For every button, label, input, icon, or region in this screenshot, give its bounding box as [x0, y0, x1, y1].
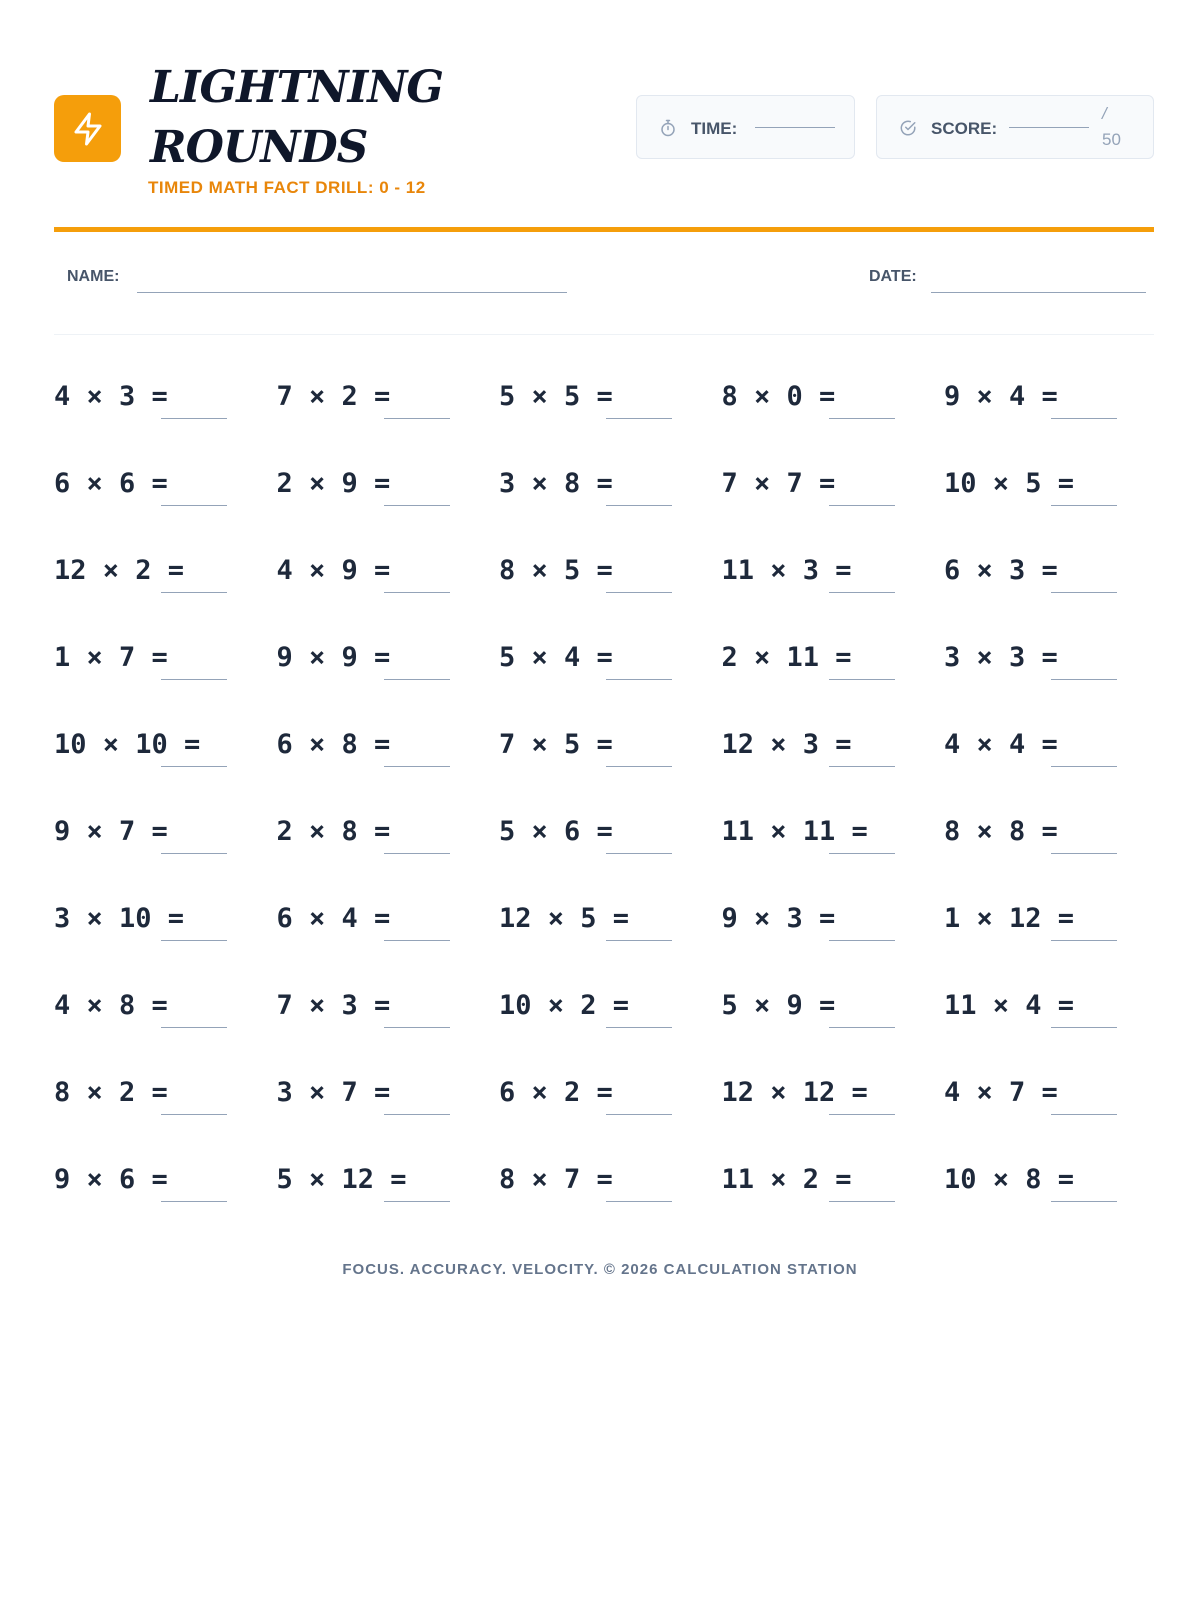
answer-line[interactable] — [384, 940, 450, 941]
problem-equation: 4 × 3 = — [54, 381, 168, 412]
answer-line[interactable] — [829, 505, 895, 506]
problem-item — [722, 803, 945, 890]
problem-equation: 3 × 8 = — [499, 468, 613, 499]
problem-equation: 11 × 4 = — [944, 990, 1075, 1021]
problem-equation: 6 × 3 = — [944, 555, 1058, 586]
time-box — [636, 95, 855, 159]
page-footer: FOCUS. ACCURACY. VELOCITY. © 2026 CALCULATION STATION — [342, 1261, 858, 1278]
problem-item — [944, 803, 1167, 890]
problem-equation: 7 × 7 = — [721, 468, 836, 499]
problem-item — [499, 542, 722, 629]
problem-equation: 1 × 12 = — [944, 903, 1075, 934]
problem-item — [277, 803, 500, 890]
problem-item — [944, 368, 1167, 455]
problem-equation: 12 × 3 = — [721, 729, 852, 760]
problem-equation: 6 × 6 = — [54, 468, 168, 499]
problem-item — [722, 629, 945, 716]
answer-line[interactable] — [1051, 505, 1117, 506]
answer-line[interactable] — [829, 1114, 895, 1115]
answer-line[interactable] — [1051, 592, 1117, 593]
problem-item — [944, 1151, 1167, 1238]
logo-badge — [54, 95, 121, 162]
answer-line[interactable] — [384, 592, 450, 593]
problem-item — [499, 629, 722, 716]
answer-line[interactable] — [606, 1201, 672, 1202]
problem-equation: 6 × 2 = — [499, 1077, 613, 1108]
problem-equation: 9 × 3 = — [721, 903, 836, 934]
answer-line[interactable] — [829, 1027, 895, 1028]
problem-item — [499, 890, 722, 977]
page-subtitle: TIMED MATH FACT DRILL: 0 - 12 — [148, 178, 426, 197]
problem-item — [277, 716, 500, 803]
answer-line[interactable] — [606, 766, 672, 767]
problem-equation: 5 × 5 = — [499, 381, 613, 412]
problem-equation: 11 × 2 = — [721, 1164, 852, 1195]
time-entry-line[interactable] — [755, 127, 835, 128]
answer-line[interactable] — [606, 679, 672, 680]
answer-line[interactable] — [606, 1114, 672, 1115]
answer-line[interactable] — [161, 1201, 227, 1202]
problem-item — [499, 716, 722, 803]
answer-line[interactable] — [606, 592, 672, 593]
answer-line[interactable] — [384, 853, 450, 854]
problem-equation: 12 × 12 = — [721, 1077, 868, 1108]
problem-item — [722, 368, 945, 455]
problem-equation: 4 × 8 = — [54, 990, 168, 1021]
header-divider — [54, 227, 1154, 232]
problem-equation: 6 × 4 = — [276, 903, 391, 934]
problem-item — [277, 542, 500, 629]
problem-item — [54, 716, 277, 803]
answer-line[interactable] — [161, 853, 227, 854]
score-label: SCORE: — [931, 119, 998, 138]
answer-line[interactable] — [161, 1027, 227, 1028]
problem-item — [499, 455, 722, 542]
problem-item — [54, 890, 277, 977]
answer-line[interactable] — [384, 505, 450, 506]
problem-equation: 2 × 8 = — [276, 816, 391, 847]
answer-line[interactable] — [1051, 418, 1117, 419]
problem-equation: 8 × 5 = — [499, 555, 613, 586]
problem-item — [944, 455, 1167, 542]
answer-line[interactable] — [384, 1027, 450, 1028]
answer-line[interactable] — [1051, 1201, 1117, 1202]
problem-item — [54, 368, 277, 455]
problem-equation: 3 × 7 = — [276, 1077, 391, 1108]
answer-line[interactable] — [829, 418, 895, 419]
problem-equation: 5 × 4 = — [499, 642, 613, 673]
answer-line[interactable] — [161, 766, 227, 767]
title-line-1: LIGHTNING — [150, 62, 444, 113]
answer-line[interactable] — [1051, 679, 1117, 680]
problem-equation: 8 × 7 = — [499, 1164, 613, 1195]
problem-item — [499, 368, 722, 455]
answer-line[interactable] — [829, 766, 895, 767]
problem-item — [277, 368, 500, 455]
problem-item — [54, 542, 277, 629]
problem-item — [277, 1064, 500, 1151]
answer-line[interactable] — [161, 1114, 227, 1115]
problem-item — [944, 1064, 1167, 1151]
answer-line[interactable] — [1051, 940, 1117, 941]
problem-equation: 10 × 5 = — [944, 468, 1075, 499]
check-circle-icon — [899, 119, 917, 137]
problem-item — [944, 542, 1167, 629]
answer-line[interactable] — [606, 1027, 672, 1028]
problem-equation: 11 × 11 = — [721, 816, 868, 847]
problem-item — [277, 977, 500, 1064]
answer-line[interactable] — [161, 418, 227, 419]
problem-equation: 2 × 9 = — [276, 468, 391, 499]
problem-item — [499, 1151, 722, 1238]
score-box — [876, 95, 1154, 159]
problem-equation: 3 × 3 = — [944, 642, 1058, 673]
problem-item — [722, 455, 945, 542]
section-divider — [54, 334, 1154, 335]
name-label: NAME: — [67, 268, 120, 285]
problem-equation: 7 × 5 = — [499, 729, 613, 760]
page-title — [150, 58, 443, 178]
answer-line[interactable] — [606, 853, 672, 854]
problem-item — [499, 1064, 722, 1151]
problem-item — [722, 542, 945, 629]
answer-line[interactable] — [1051, 1027, 1117, 1028]
problem-item — [54, 977, 277, 1064]
problem-item — [499, 803, 722, 890]
answer-line[interactable] — [1051, 853, 1117, 854]
problem-equation: 7 × 3 = — [276, 990, 391, 1021]
problem-equation: 5 × 9 = — [721, 990, 836, 1021]
name-entry-line[interactable] — [137, 292, 567, 293]
problem-equation: 9 × 7 = — [54, 816, 168, 847]
problem-item — [944, 629, 1167, 716]
problem-item — [54, 1151, 277, 1238]
problem-equation: 8 × 0 = — [721, 381, 836, 412]
problem-equation: 10 × 2 = — [499, 990, 630, 1021]
problem-equation: 10 × 10 = — [54, 729, 201, 760]
problem-equation: 4 × 9 = — [276, 555, 391, 586]
answer-line[interactable] — [1051, 766, 1117, 767]
answer-line[interactable] — [606, 505, 672, 506]
answer-line[interactable] — [606, 418, 672, 419]
problem-equation: 9 × 9 = — [276, 642, 391, 673]
answer-line[interactable] — [384, 766, 450, 767]
problem-equation: 6 × 8 = — [276, 729, 391, 760]
problem-equation: 8 × 8 = — [944, 816, 1058, 847]
problem-item — [722, 716, 945, 803]
problem-equation: 5 × 6 = — [499, 816, 613, 847]
problem-equation: 5 × 12 = — [276, 1164, 407, 1195]
problem-item — [722, 1064, 945, 1151]
problem-item — [722, 1151, 945, 1238]
time-label: TIME: — [691, 119, 738, 138]
answer-line[interactable] — [384, 1114, 450, 1115]
problem-equation: 12 × 2 = — [54, 555, 185, 586]
date-label: DATE: — [869, 268, 917, 285]
problem-item — [277, 629, 500, 716]
answer-line[interactable] — [161, 940, 227, 941]
answer-line[interactable] — [829, 1201, 895, 1202]
problem-item — [944, 890, 1167, 977]
problem-equation: 10 × 8 = — [944, 1164, 1075, 1195]
date-entry-line[interactable] — [931, 292, 1146, 293]
problem-equation: 4 × 7 = — [944, 1077, 1058, 1108]
problem-equation: 1 × 7 = — [54, 642, 168, 673]
score-total: 50 — [1102, 130, 1121, 149]
problem-equation: 7 × 2 = — [276, 381, 391, 412]
problem-equation: 11 × 3 = — [721, 555, 852, 586]
problem-equation: 2 × 11 = — [721, 642, 852, 673]
lightning-bolt-icon — [70, 109, 106, 149]
problem-equation: 9 × 6 = — [54, 1164, 168, 1195]
problem-item — [944, 977, 1167, 1064]
answer-line[interactable] — [829, 853, 895, 854]
problem-item — [54, 455, 277, 542]
problem-item — [54, 1064, 277, 1151]
answer-line[interactable] — [829, 679, 895, 680]
answer-line[interactable] — [606, 940, 672, 941]
problem-equation: 4 × 4 = — [944, 729, 1058, 760]
answer-line[interactable] — [384, 1201, 450, 1202]
problem-grid — [54, 368, 1154, 1238]
answer-line[interactable] — [161, 592, 227, 593]
problem-item — [722, 890, 945, 977]
problem-equation: 9 × 4 = — [944, 381, 1058, 412]
problem-item — [499, 977, 722, 1064]
answer-line[interactable] — [161, 505, 227, 506]
problem-item — [277, 1151, 500, 1238]
answer-line[interactable] — [161, 679, 227, 680]
title-line-2: ROUNDS — [150, 122, 368, 173]
problem-item — [944, 716, 1167, 803]
score-slash: / — [1102, 104, 1107, 123]
problem-equation: 12 × 5 = — [499, 903, 630, 934]
problem-item — [277, 890, 500, 977]
answer-line[interactable] — [384, 679, 450, 680]
answer-line[interactable] — [829, 592, 895, 593]
problem-equation: 3 × 10 = — [54, 903, 185, 934]
problem-item — [277, 455, 500, 542]
answer-line[interactable] — [1051, 1114, 1117, 1115]
problem-equation: 8 × 2 = — [54, 1077, 168, 1108]
score-entry-line[interactable] — [1009, 127, 1089, 128]
problem-item — [54, 803, 277, 890]
stopwatch-icon — [659, 119, 677, 137]
problem-item — [54, 629, 277, 716]
problem-item — [722, 977, 945, 1064]
answer-line[interactable] — [384, 418, 450, 419]
answer-line[interactable] — [829, 940, 895, 941]
